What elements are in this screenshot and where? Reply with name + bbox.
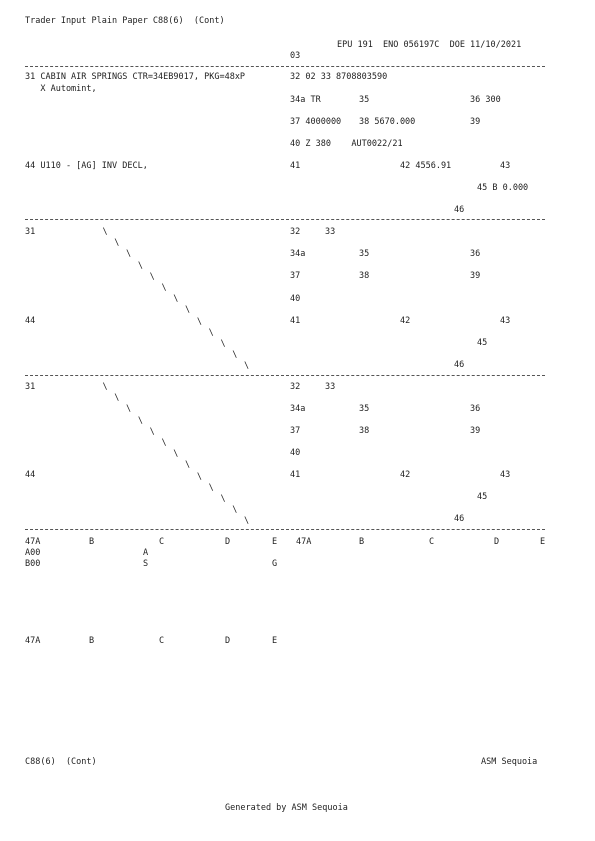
box-38: 38 5670.000 [359, 117, 416, 127]
box-38: 38 [359, 271, 370, 281]
strike-slash: \ [161, 283, 167, 293]
strike-slash: \ [208, 482, 214, 493]
footer-brand: ASM Sequoia [481, 757, 538, 767]
box-44: 44 [25, 470, 36, 480]
strike-slash: \ [244, 516, 250, 527]
tax-row-code: A00 [25, 548, 41, 558]
box-31: 31 [25, 227, 36, 237]
strike-slash: \ [244, 361, 250, 372]
box-39: 39 [470, 117, 481, 127]
box-32-33: 32 02 33 8708803590 [290, 72, 388, 82]
box-45: 45 [477, 492, 488, 502]
item-description-cont: X Automint, [25, 84, 97, 94]
box-45: 45 B 0.000 [477, 183, 529, 193]
tax-header-47a-right: 47A [296, 537, 312, 547]
box-32: 32 [290, 382, 301, 392]
strike-slash: \ [208, 327, 214, 338]
box-32: 32 [290, 227, 301, 237]
strike-slash: \ [126, 249, 132, 260]
strike-slash: \ [196, 471, 202, 482]
box-38: 38 [359, 426, 370, 436]
divider [25, 219, 545, 220]
tax-row-e: G [272, 559, 278, 569]
reference-line: EPU 191 ENO 056197C DOE 11/10/2021 [337, 40, 522, 50]
tax-header-c: C [159, 636, 165, 646]
footer-form-name: C88(6) (Cont) [25, 757, 97, 767]
box-43: 43 [500, 161, 511, 171]
strike-slash: \ [137, 260, 143, 271]
strike-slash: \ [185, 460, 191, 471]
box-35: 35 [359, 95, 370, 105]
strike-slash: \ [137, 415, 143, 426]
tax-header-b: B [89, 636, 95, 646]
box-40: 40 [290, 448, 301, 458]
tax-header-47a: 47A [25, 636, 41, 646]
box-42: 42 4556.91 [400, 161, 452, 171]
tax-header-e: E [272, 636, 278, 646]
box-41: 41 [290, 470, 301, 480]
box-35: 35 [359, 249, 370, 259]
tax-row-c: S [143, 559, 149, 569]
box-36: 36 300 [470, 95, 501, 105]
box-40: 40 Z 380 AUT0022/21 [290, 139, 403, 149]
box-33: 33 [325, 227, 336, 237]
item-description: 31 CABIN AIR SPRINGS CTR=34EB9017, PKG=48xP [25, 72, 246, 82]
strike-slash: \ [173, 294, 179, 305]
box-39: 39 [470, 271, 481, 281]
tax-header-b: B [89, 537, 95, 547]
tax-header-e: E [272, 537, 278, 547]
box-34a: 34a TR [290, 95, 321, 105]
tax-header-b-right: B [359, 537, 365, 547]
divider [25, 66, 545, 67]
box-43: 43 [500, 316, 511, 326]
box-36: 36 [470, 249, 481, 259]
strike-slash: \ [173, 449, 179, 460]
box-43: 43 [500, 470, 511, 480]
box-41: 41 [290, 316, 301, 326]
strike-slash: \ [220, 494, 226, 504]
box-36: 36 [470, 404, 481, 414]
strike-slash: \ [185, 305, 191, 316]
strike-slash: \ [126, 404, 132, 415]
box-44: 44 U110 - [AG] INV DECL, [25, 161, 148, 171]
strike-slash: \ [232, 505, 238, 516]
divider [25, 529, 545, 530]
tax-header-d: D [225, 537, 231, 547]
tax-header-d-right: D [494, 537, 500, 547]
strike-slash: \ [161, 438, 167, 448]
box-44: 44 [25, 316, 36, 326]
box-33: 33 [325, 382, 336, 392]
box-35: 35 [359, 404, 370, 414]
strike-slash: \ [220, 339, 226, 349]
box-37: 37 4000000 [290, 117, 342, 127]
box-39: 39 [470, 426, 481, 436]
box-46: 46 [454, 514, 465, 524]
strike-slash: \ [196, 316, 202, 327]
box-42: 42 [400, 316, 411, 326]
box-40: 40 [290, 294, 301, 304]
box-46: 46 [454, 205, 465, 215]
tax-row-c: A [143, 548, 149, 558]
box-41: 41 [290, 161, 301, 171]
tax-header-e-right: E [540, 537, 546, 547]
box-37: 37 [290, 426, 301, 436]
strike-slash: \ [149, 426, 155, 437]
box-03-label: 03 [290, 51, 301, 61]
box-37: 37 [290, 271, 301, 281]
strike-slash: \ [149, 271, 155, 282]
box-45: 45 [477, 338, 488, 348]
tax-header-d: D [225, 636, 231, 646]
strike-slash: \ [114, 238, 120, 249]
tax-header-c: C [159, 537, 165, 547]
box-34a: 34a [290, 404, 306, 414]
tax-header-c-right: C [429, 537, 435, 547]
box-31: 31 [25, 382, 36, 392]
page-title: Trader Input Plain Paper C88(6) (Cont) [25, 16, 225, 26]
footer-generated-by: Generated by ASM Sequoia [225, 803, 348, 813]
strike-slash: \ [102, 227, 108, 237]
box-46: 46 [454, 360, 465, 370]
box-34a: 34a [290, 249, 306, 259]
tax-row-code: B00 [25, 559, 41, 569]
divider [25, 375, 545, 376]
strike-slash: \ [102, 382, 108, 392]
strike-slash: \ [232, 350, 238, 361]
strike-slash: \ [114, 393, 120, 404]
tax-header-47a: 47A [25, 537, 41, 547]
box-42: 42 [400, 470, 411, 480]
